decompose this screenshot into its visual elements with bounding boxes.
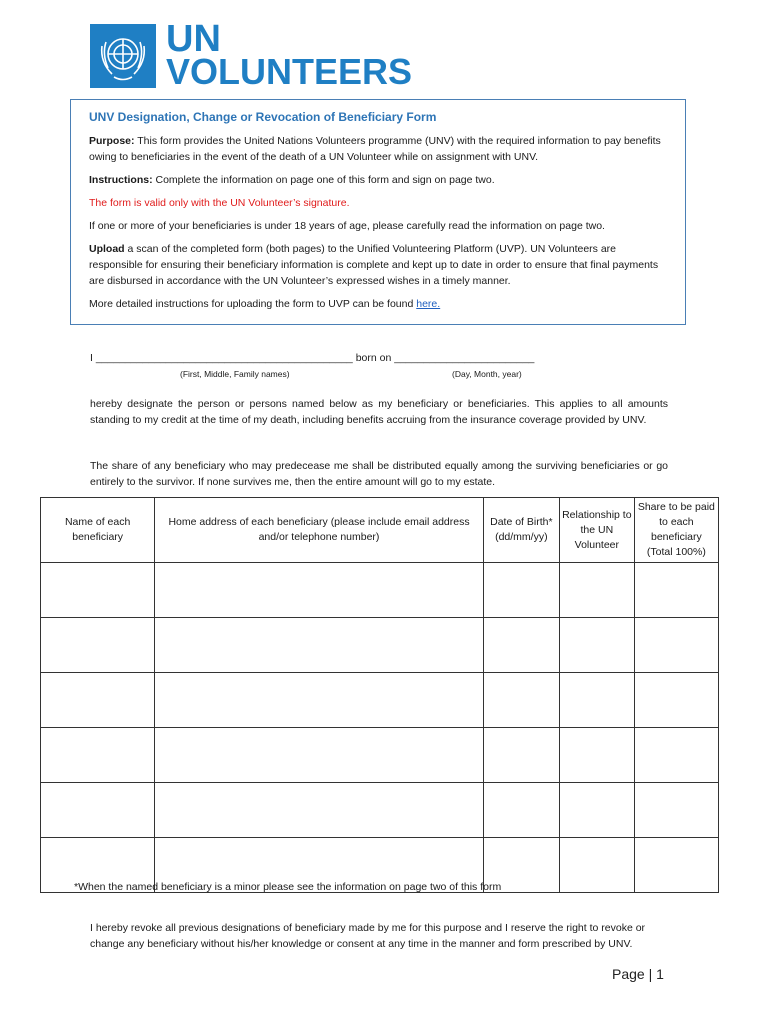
share-cell[interactable]	[634, 728, 718, 783]
name-hint: (First, Middle, Family names)	[180, 369, 290, 379]
table-row	[41, 563, 719, 618]
relationship-cell[interactable]	[559, 838, 634, 893]
share-cell[interactable]	[634, 838, 718, 893]
upload-label: Upload	[89, 243, 125, 255]
relationship-cell[interactable]	[559, 618, 634, 673]
table-header-row	[41, 498, 719, 563]
purpose-label: Purpose:	[89, 135, 135, 147]
date-of-birth-cell[interactable]	[483, 783, 559, 838]
designation-paragraph: hereby designate the person or persons named below as my beneficiary or beneficiaries. This applies to all amounts standing to my credit at the time of my death, including benefits accruing from the insurance coverage provided by UNV.	[90, 398, 668, 426]
address-cell[interactable]	[155, 728, 483, 783]
relationship-cell[interactable]	[559, 673, 634, 728]
purpose-paragraph	[89, 133, 667, 165]
address-cell[interactable]	[155, 783, 483, 838]
header-address: Home address of each beneficiary (please include email address and/or telephone number)	[155, 498, 483, 563]
revocation-paragraph: I hereby revoke all previous designations of beneficiary made by me for this purpose and I reserve the right to revoke or change any beneficiary without his/her knowledge or consent at any time in the manner and form prescribed by UNV.	[90, 922, 646, 950]
date-of-birth-cell[interactable]	[483, 563, 559, 618]
upload-paragraph	[89, 241, 667, 289]
more-instructions-text: More detailed instructions for uploading the form to UVP can be found	[89, 298, 417, 310]
name-birth-fill-line[interactable]: I ____________________________________________ born on ________________________	[90, 352, 535, 364]
header-name: Name of each beneficiary	[41, 498, 155, 563]
un-emblem-icon	[90, 24, 156, 88]
more-instructions-paragraph	[89, 296, 667, 312]
name-cell[interactable]	[41, 783, 155, 838]
date-hint: (Day, Month, year)	[452, 369, 522, 379]
table-row	[41, 783, 719, 838]
date-of-birth-cell[interactable]	[483, 728, 559, 783]
instructions-label: Instructions:	[89, 174, 153, 186]
form-title: UNV Designation, Change or Revocation of Beneficiary Form	[89, 110, 437, 124]
date-of-birth-cell[interactable]	[483, 618, 559, 673]
relationship-cell[interactable]	[559, 563, 634, 618]
instructions-text: Complete the information on page one of this form and sign on page two.	[152, 174, 495, 186]
name-cell[interactable]	[41, 618, 155, 673]
validity-note: The form is valid only with the UN Volunteer’s signature.	[89, 197, 350, 209]
instructions-paragraph	[89, 172, 667, 188]
logo-text-un: UN	[166, 18, 221, 60]
name-cell[interactable]	[41, 728, 155, 783]
relationship-cell[interactable]	[559, 728, 634, 783]
table-body	[41, 563, 719, 893]
header-date-of-birth: Date of Birth* (dd/mm/yy)	[483, 498, 559, 563]
table-row	[41, 618, 719, 673]
table-row	[41, 728, 719, 783]
minor-footnote: *When the named beneficiary is a minor please see the information on page two of this form	[74, 881, 502, 893]
share-paragraph: The share of any beneficiary who may predecease me shall be distributed equally among the surviving beneficiaries or go entirely to the survivor. If none survives me, then the entire amount will go to my estate.	[90, 460, 668, 488]
share-cell[interactable]	[634, 783, 718, 838]
address-cell[interactable]	[155, 618, 483, 673]
share-cell[interactable]	[634, 618, 718, 673]
header-share: Share to be paid to each beneficiary (Total 100%)	[634, 498, 718, 563]
relationship-cell[interactable]	[559, 783, 634, 838]
address-cell[interactable]	[155, 563, 483, 618]
upload-text: a scan of the completed form (both pages) to the Unified Volunteering Platform (UVP). UN Volunteers are responsible for ensuring their beneficiary information is complete and kept up to date in order to ensure that final payments are disbursed in accordance with the UN Volunteer’s expressed wishes in a timely manner.	[89, 243, 659, 287]
unv-logo	[90, 18, 440, 92]
beneficiary-table	[40, 497, 719, 893]
header-relationship: Relationship to the UN Volunteer	[559, 498, 634, 563]
minor-note: If one or more of your beneficiaries is under 18 years of age, please carefully read the information on page two.	[89, 220, 605, 232]
table-row	[41, 673, 719, 728]
share-cell[interactable]	[634, 673, 718, 728]
page-number: Page | 1	[612, 966, 664, 982]
instructions-box	[70, 99, 686, 325]
date-of-birth-cell[interactable]	[483, 673, 559, 728]
logo-text-volunteers: VOLUNTEERS	[166, 51, 413, 92]
upload-instructions-link[interactable]: here.	[416, 298, 441, 310]
name-cell[interactable]	[41, 673, 155, 728]
name-cell[interactable]	[41, 563, 155, 618]
address-cell[interactable]	[155, 673, 483, 728]
share-cell[interactable]	[634, 563, 718, 618]
purpose-text: This form provides the United Nations Volunteers programme (UNV) with the required information to pay benefits owing to beneficiaries in the event of the death of a UN Volunteer while on assignment with UNV.	[89, 135, 661, 163]
